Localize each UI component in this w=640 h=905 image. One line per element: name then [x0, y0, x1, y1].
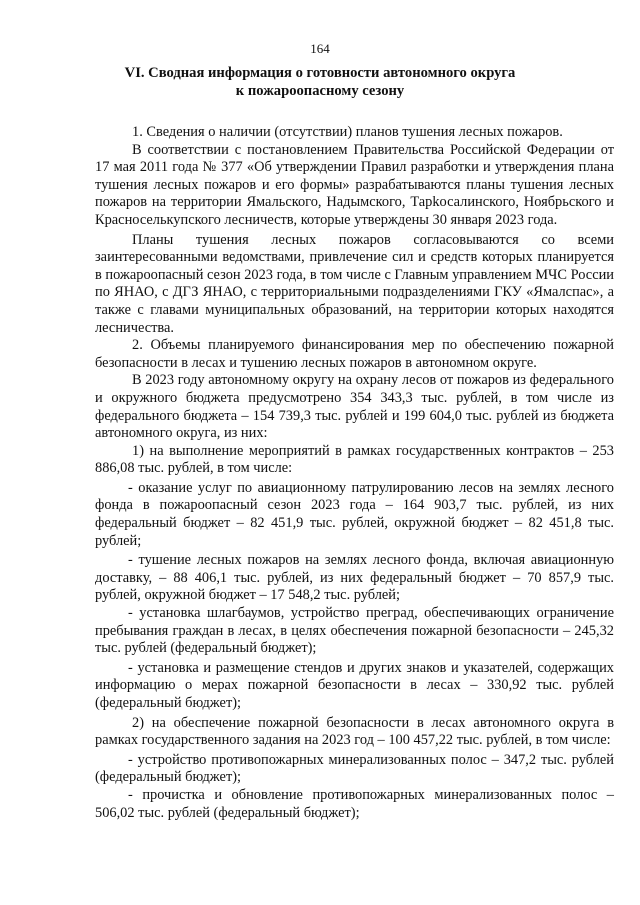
document-body: [95, 124, 614, 822]
list-item-firebreak-cleaning: - прочистка и обновление противопожарных минерализованных полос – 506,02 тыс. рублей (федеральный бюджет);: [95, 786, 614, 821]
paragraph-item-1-heading: 1. Сведения о наличии (отсутствии) планов тушения лесных пожаров.: [132, 124, 563, 140]
list-item-firefighting: - тушение лесных пожаров на землях лесного фонда, включая авиационную доставку, – 88 406,1 тыс. рублей, из них федеральный бюджет – 70 857,9 тыс. рублей, окружной бюджет – 17 548,2 тыс. рублей;: [95, 552, 614, 604]
paragraph-item-2-heading: 2. Объемы планируемого финансирования мер по обеспечению пожарной безопасности в лесах и тушению лесных пожаров в автономном округе.: [95, 337, 614, 371]
section-title-line-1: VI. Сводная информация о готовности автономного округа: [124, 65, 516, 81]
list-item-stands-signs: - установка и размещение стендов и других знаков и указателей, содержащих информацию о мерах пожарной безопасности в лесах – 330,92 тыс. рублей (федеральный бюджет);: [95, 659, 614, 711]
section-title-line-2: к пожароопасному сезону: [235, 83, 405, 99]
list-item-firebreaks: - устройство противопожарных минерализованных полос – 347,2 тыс. рублей (федеральный бюджет);: [95, 751, 614, 786]
paragraph-contracts: 1) на выполнение мероприятий в рамках государственных контрактов – 253 886,08 тыс. рублей, в том числе:: [95, 442, 614, 477]
list-item-barriers: - установка шлагбаумов, устройство преград, обеспечивающих ограничение пребывания граждан в лесах, в целях обеспечения пожарной безопасности – 245,32 тыс. рублей (федеральный бюджет);: [95, 605, 614, 657]
paragraph-state-assignment: 2) на обеспечение пожарной безопасности в лесах автономного округа в рамках государственного задания на 2023 год – 100 457,22 тыс. рублей, в том числе:: [95, 714, 614, 749]
paragraph-plans-resolution: В соответствии с постановлением Правительства Российской Федерации от 17 мая 2011 года № 377 «Об утверждении Правил разработки и утверждения плана тушения лесных пожаров и его формы» разрабатываются планы тушения лесных пожаров на территории Ямальского, Надымского, Тарkосалинского, Ноябрьского и Красноселькупского лесничеств, которые утверждены 30 января 2023 года.: [95, 141, 614, 228]
section-title: [90, 64, 550, 100]
list-item-aerial-patrol: - оказание услуг по авиационному патрулированию лесов на землях лесного фонда в пожароопасный сезон 2023 года – 164 903,7 тыс. рублей, из них федеральный бюджет – 82 451,9 тыс. рублей, окружной бюджет – 82 451,8 тыс. рублей;: [95, 479, 614, 549]
paragraph-budget-total: В 2023 году автономному округу на охрану лесов от пожаров из федерального и окружного бюджета предусмотрено 354 343,3 тыс. рублей, в том числе из федерального бюджета – 154 739,3 тыс. рублей и 199 604,0 тыс. рублей из бюджета автономного округа, из них:: [95, 372, 614, 442]
page-number: 164: [310, 41, 330, 56]
paragraph-plans-approval: Планы тушения лесных пожаров согласовываются со всеми заинтересованными ведомствами, привлечение сил и средств которых планируется в пожароопасный сезон 2023 года, в том числе с Главным управлением МЧС России по ЯНАО, с ДГЗ ЯНАО, с территориальными подразделениями ГКУ «Ямалспас», а также с главами муниципальных образований, на территории которых находятся лесничества.: [95, 231, 614, 336]
